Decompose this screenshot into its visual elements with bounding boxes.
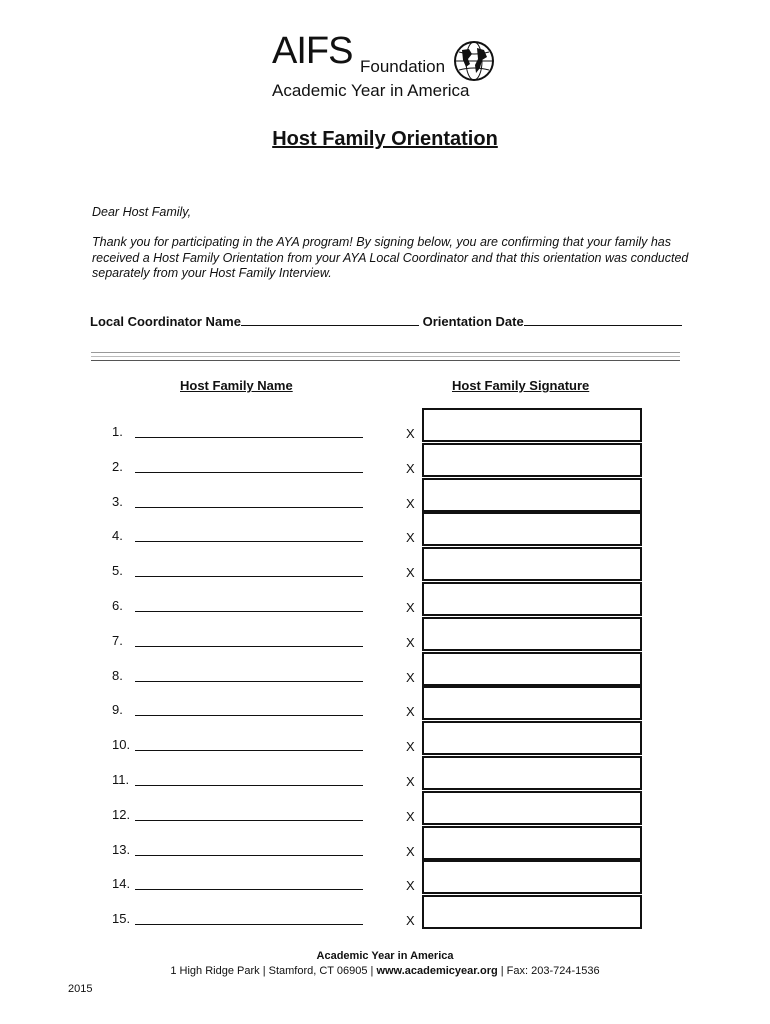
row-number: 14. xyxy=(112,876,131,892)
divider xyxy=(91,356,680,357)
row-number: 7. xyxy=(112,632,123,648)
signature-x-mark: X xyxy=(406,739,415,755)
signature-x-mark: X xyxy=(406,426,415,441)
signature-row xyxy=(0,799,770,833)
orientation-date-field[interactable] xyxy=(524,313,682,326)
signature-x-mark: X xyxy=(406,913,415,929)
signature-box[interactable] xyxy=(422,652,642,686)
signature-x-mark: X xyxy=(406,460,415,476)
signature-x-mark: X xyxy=(406,634,415,650)
logo-subtitle: Academic Year in America xyxy=(272,81,470,100)
signature-box[interactable] xyxy=(422,826,642,860)
host-family-name-field[interactable] xyxy=(135,889,363,890)
coordinator-label: Local Coordinator Name xyxy=(90,314,241,329)
signature-row xyxy=(0,764,770,798)
logo-foundation-text: Foundation xyxy=(360,57,446,76)
signature-box[interactable] xyxy=(422,756,642,790)
coordinator-row xyxy=(90,313,682,329)
footer-address-suffix: | Fax: 203-724-1536 xyxy=(497,965,600,977)
coordinator-name-field[interactable] xyxy=(241,313,419,326)
host-family-name-field[interactable] xyxy=(135,611,363,612)
host-family-name-field[interactable] xyxy=(135,785,363,786)
signature-box[interactable] xyxy=(422,617,642,651)
row-number: 8. xyxy=(112,667,123,683)
signature-row xyxy=(0,590,770,624)
footer-website: www.academicyear.org xyxy=(376,965,498,977)
signature-row xyxy=(0,486,770,520)
host-family-name-field[interactable] xyxy=(135,924,363,925)
host-family-name-field[interactable] xyxy=(135,855,363,856)
signature-row xyxy=(0,660,770,694)
host-family-name-field[interactable] xyxy=(135,437,363,438)
host-family-name-field[interactable] xyxy=(135,646,363,647)
row-number: 13. xyxy=(112,841,131,857)
signature-box[interactable] xyxy=(422,721,642,755)
signature-box[interactable] xyxy=(422,860,642,894)
divider xyxy=(91,360,680,361)
host-family-name-field[interactable] xyxy=(135,472,363,473)
greeting-text: Dear Host Family, xyxy=(92,205,192,219)
signature-row xyxy=(0,416,770,450)
signature-box[interactable] xyxy=(422,408,642,442)
row-number: 2. xyxy=(112,458,123,474)
signature-row xyxy=(0,834,770,868)
host-family-name-field[interactable] xyxy=(135,681,363,682)
row-number: 1. xyxy=(112,424,123,439)
host-family-name-field[interactable] xyxy=(135,541,363,542)
signature-x-mark: X xyxy=(406,808,415,824)
signature-x-mark: X xyxy=(406,495,415,511)
signature-box[interactable] xyxy=(422,582,642,616)
signature-x-mark: X xyxy=(406,843,415,859)
signature-row xyxy=(0,729,770,763)
aifs-logo xyxy=(272,30,502,104)
signature-x-mark: X xyxy=(406,774,415,789)
host-family-signature-header: Host Family Signature xyxy=(452,378,590,393)
signature-box[interactable] xyxy=(422,443,642,477)
row-number: 5. xyxy=(112,563,123,579)
form-year: 2015 xyxy=(68,983,93,995)
footer-address xyxy=(0,965,770,977)
signature-row xyxy=(0,625,770,659)
host-family-name-field[interactable] xyxy=(135,820,363,821)
host-family-name-header: Host Family Name xyxy=(180,378,293,393)
signature-x-mark: X xyxy=(406,878,415,894)
host-family-name-field[interactable] xyxy=(135,750,363,751)
signature-box[interactable] xyxy=(422,686,642,720)
host-family-name-field[interactable] xyxy=(135,715,363,716)
logo-aifs-text: AIFS xyxy=(272,30,353,72)
globe-icon xyxy=(453,40,495,82)
signature-box[interactable] xyxy=(422,791,642,825)
signature-row xyxy=(0,903,770,937)
signature-row xyxy=(0,451,770,485)
orientation-date-label: Orientation Date xyxy=(422,314,524,329)
body-text: Thank you for participating in the AYA program! By signing below, you are confirming that your family has received a Host Family Orientation from your AYA Local Coordinator and that this orientation was conducted separately from your Host Family Interview. xyxy=(92,235,689,280)
row-number: 4. xyxy=(112,528,123,544)
signature-row xyxy=(0,520,770,554)
row-number: 10. xyxy=(112,737,131,753)
signature-box[interactable] xyxy=(422,547,642,581)
row-number: 6. xyxy=(112,598,123,613)
divider xyxy=(91,352,680,353)
footer-address-prefix: 1 High Ridge Park | Stamford, CT 06905 | xyxy=(170,965,377,977)
signature-row xyxy=(0,868,770,902)
host-family-name-field[interactable] xyxy=(135,576,363,577)
signature-x-mark: X xyxy=(406,704,415,720)
footer-org: Academic Year in America xyxy=(316,950,454,962)
row-number: 3. xyxy=(112,493,123,509)
page-title: Host Family Orientation xyxy=(272,128,498,150)
signature-x-mark: X xyxy=(406,565,415,581)
host-family-name-field[interactable] xyxy=(135,507,363,508)
signature-x-mark: X xyxy=(406,530,415,546)
signature-row xyxy=(0,555,770,589)
row-number: 11. xyxy=(112,772,130,787)
signature-x-mark: X xyxy=(406,600,415,615)
signature-x-mark: X xyxy=(406,669,415,685)
signature-row xyxy=(0,694,770,728)
signature-box[interactable] xyxy=(422,512,642,546)
signature-box[interactable] xyxy=(422,478,642,512)
row-number: 9. xyxy=(112,702,123,718)
row-number: 15. xyxy=(112,911,131,927)
signature-box[interactable] xyxy=(422,895,642,929)
row-number: 12. xyxy=(112,806,131,822)
